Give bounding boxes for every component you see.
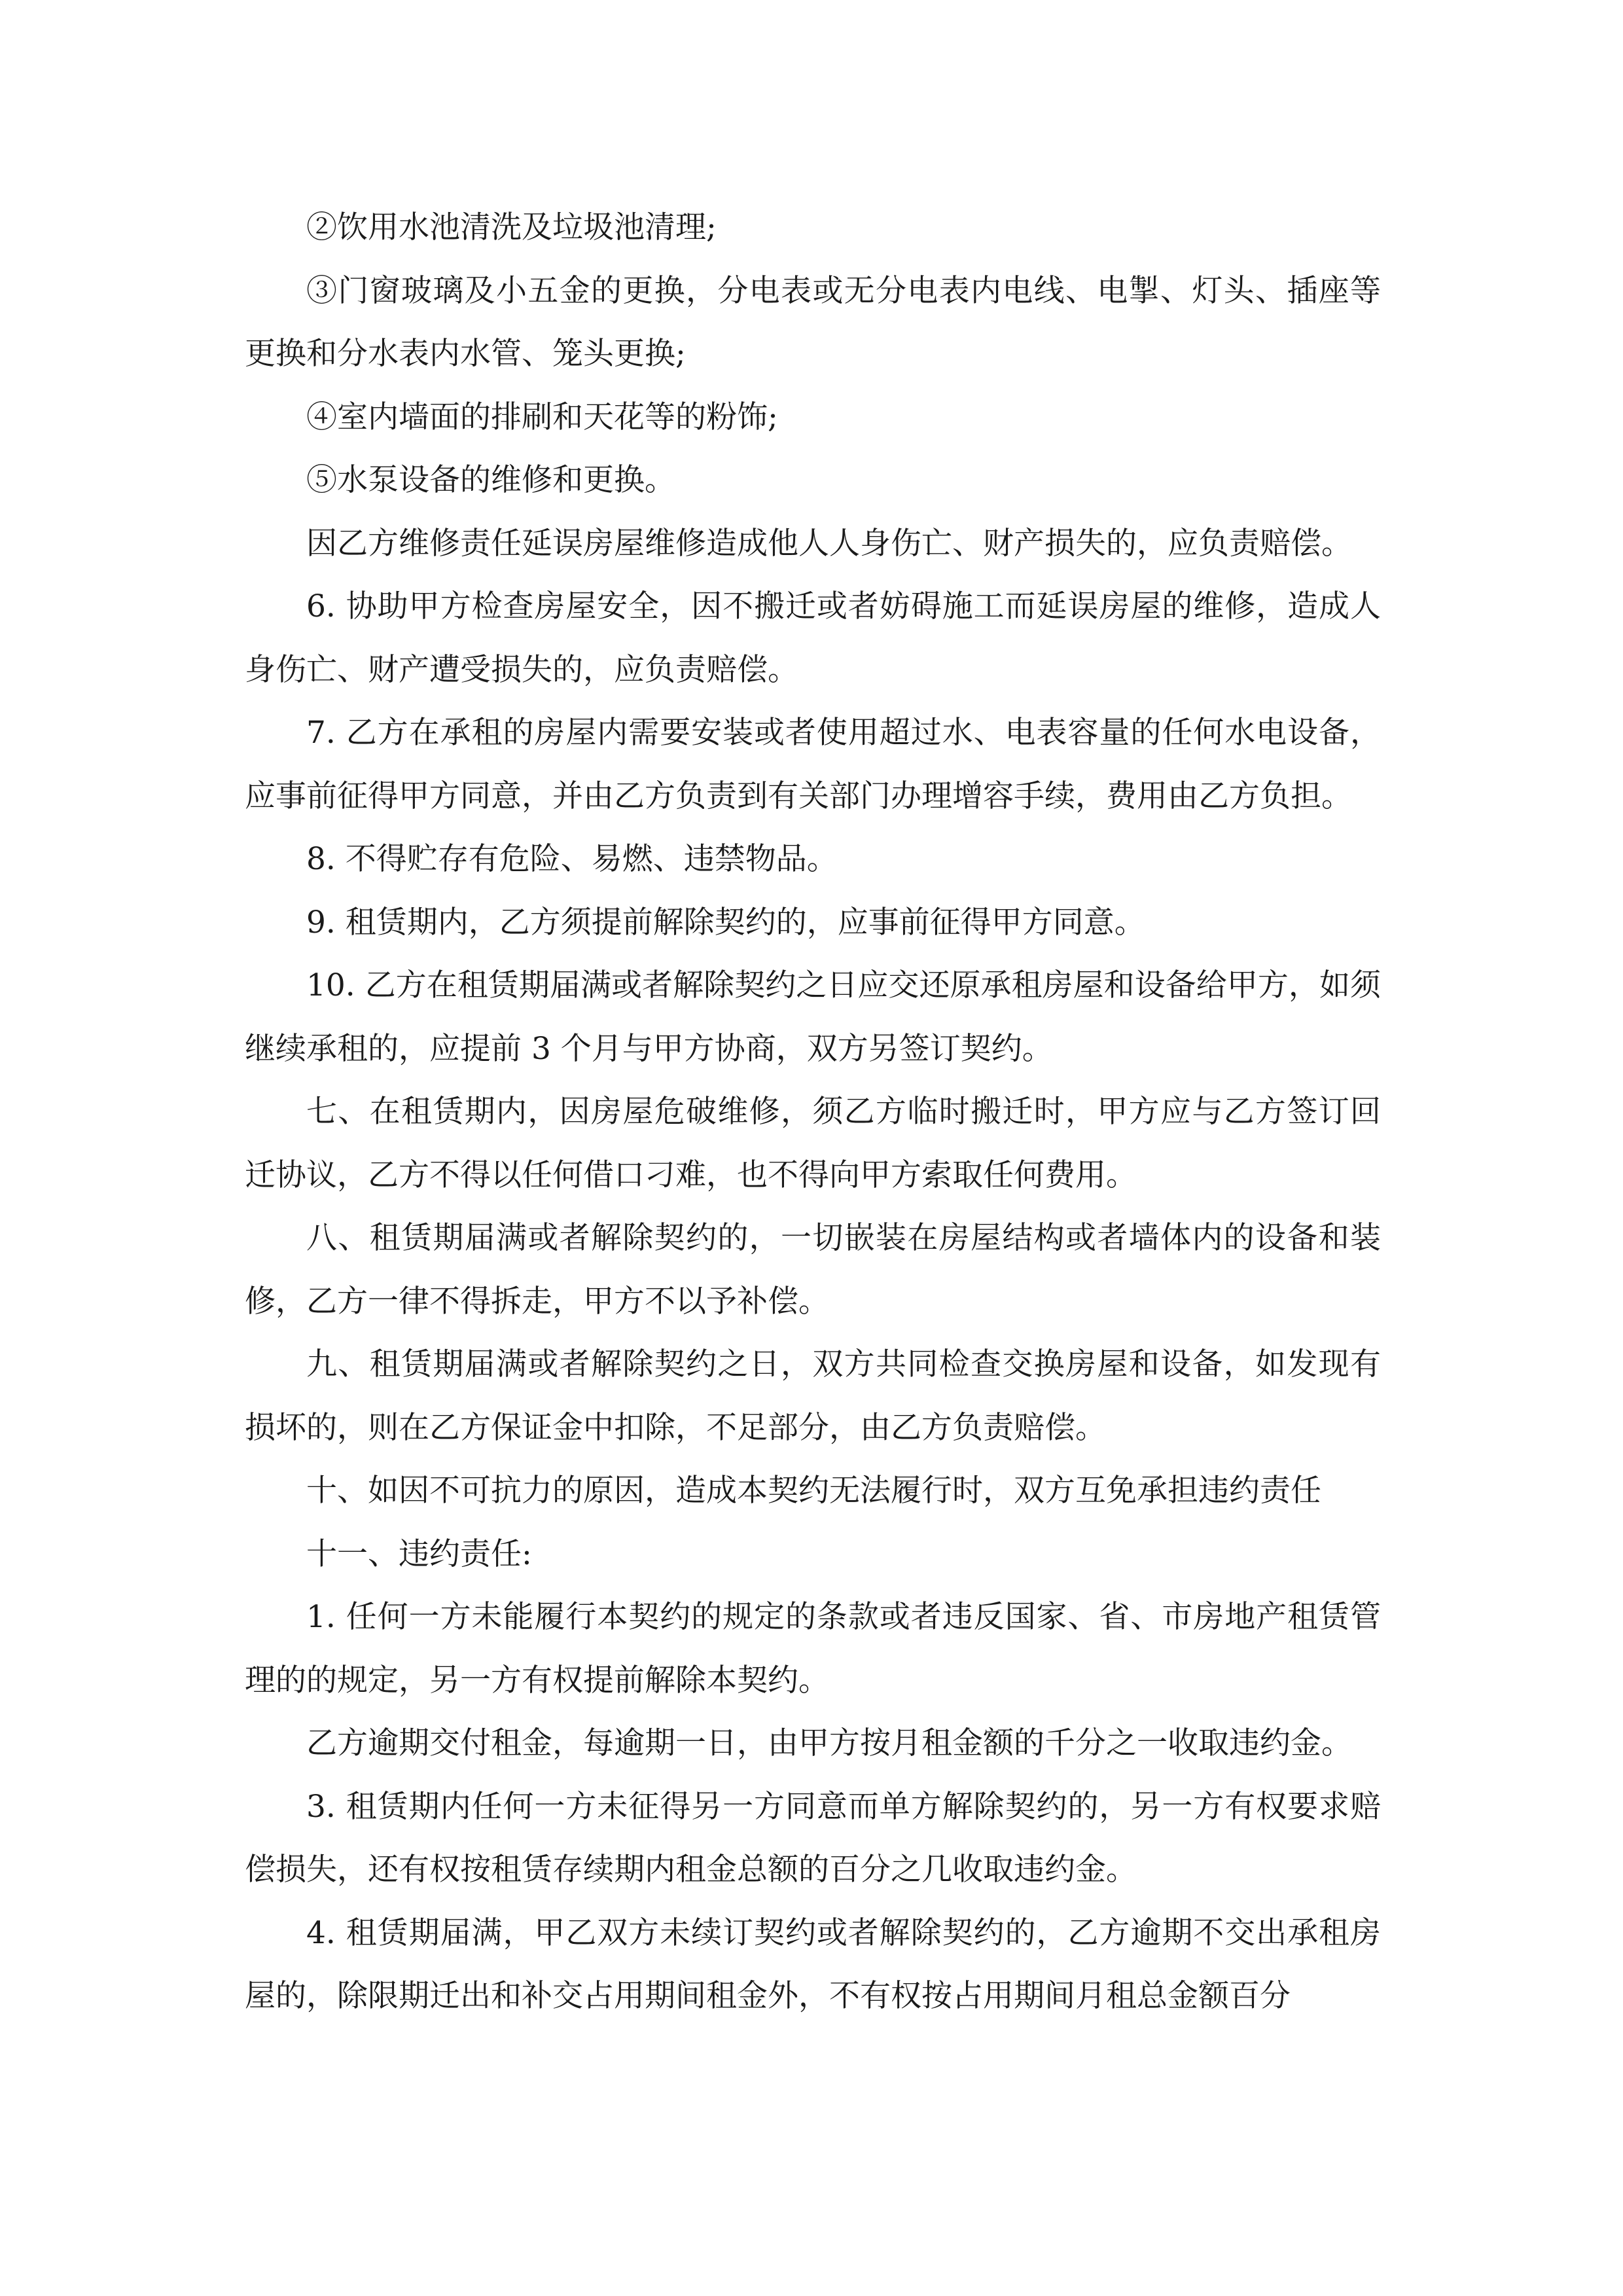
paragraph-13: 九、租赁期届满或者解除契约之日，双方共同检查交换房屋和设备，如发现有损坏的，则在乙方保证金中扣除，不足部分，由乙方负责赔偿。: [245, 1346, 1381, 1446]
paragraph-15: 十一、违约责任:: [306, 1535, 532, 1572]
paragraph-10: 10. 乙方在租赁期届满或者解除契约之日应交还原承租房屋和设备给甲方，如须继续承租的，应提前 3 个月与甲方协商，双方另签订契约。: [245, 967, 1381, 1067]
paragraph-6: 6. 协助甲方检查房屋安全，因不搬迁或者妨碍施工而延误房屋的维修，造成人身伤亡、财产遭受损失的，应负责赔偿。: [245, 588, 1381, 688]
paragraph-3: ④室内墙面的排刷和天花等的粉饰;: [306, 399, 778, 435]
paragraph-12: 八、租赁期届满或者解除契约的，一切嵌装在房屋结构或者墙体内的设备和装修，乙方一律不得拆走，甲方不以予补偿。: [245, 1220, 1381, 1319]
paragraph-7: 7. 乙方在承租的房屋内需要安装或者使用超过水、电表容量的任何水电设备，应事前征得甲方同意，并由乙方负责到有关部门办理增容手续，费用由乙方负担。: [245, 715, 1381, 814]
paragraph-14: 十、如因不可抗力的原因，造成本契约无法履行时，双方互免承担违约责任: [306, 1473, 1321, 1509]
paragraph-9: 9. 租赁期内，乙方须提前解除契约的，应事前征得甲方同意。: [306, 904, 1145, 941]
paragraph-1: ②饮用水池清洗及垃圾池清理;: [306, 209, 717, 245]
paragraph-17: 乙方逾期交付租金，每逾期一日，由甲方按月租金额的千分之一收取违约金。: [306, 1725, 1352, 1761]
paragraph-4: ⑤水泵设备的维修和更换。: [306, 462, 675, 498]
paragraph-5: 因乙方维修责任延误房屋维修造成他人人身伤亡、财产损失的，应负责赔偿。: [306, 525, 1352, 562]
paragraph-18: 3. 租赁期内任何一方未征得另一方同意而单方解除契约的，另一方有权要求赔偿损失，还有权按租赁存续期内租金总额的百分之几收取违约金。: [245, 1788, 1381, 1888]
paragraph-16: 1. 任何一方未能履行本契约的规定的条款或者违反国家、省、市房地产租赁管理的的规定，另一方有权提前解除本契约。: [245, 1599, 1381, 1698]
paragraph-11: 七、在租赁期内，因房屋危破维修，须乙方临时搬迁时，甲方应与乙方签订回迁协议，乙方不得以任何借口刁难，也不得向甲方索取任何费用。: [245, 1094, 1381, 1193]
paragraph-19: 4. 租赁期届满，甲乙双方未续订契约或者解除契约的，乙方逾期不交出承租房屋的，除限期迁出和补交占用期间租金外，不有权按占用期间月租总金额百分: [245, 1914, 1381, 2014]
paragraph-2: ③门窗玻璃及小五金的更换，分电表或无分电表内电线、电掣、灯头、插座等更换和分水表内水管、笼头更换;: [245, 272, 1381, 372]
document-body: [245, 196, 1381, 2028]
paragraph-8: 8. 不得贮存有危险、易燃、违禁物品。: [306, 841, 838, 877]
